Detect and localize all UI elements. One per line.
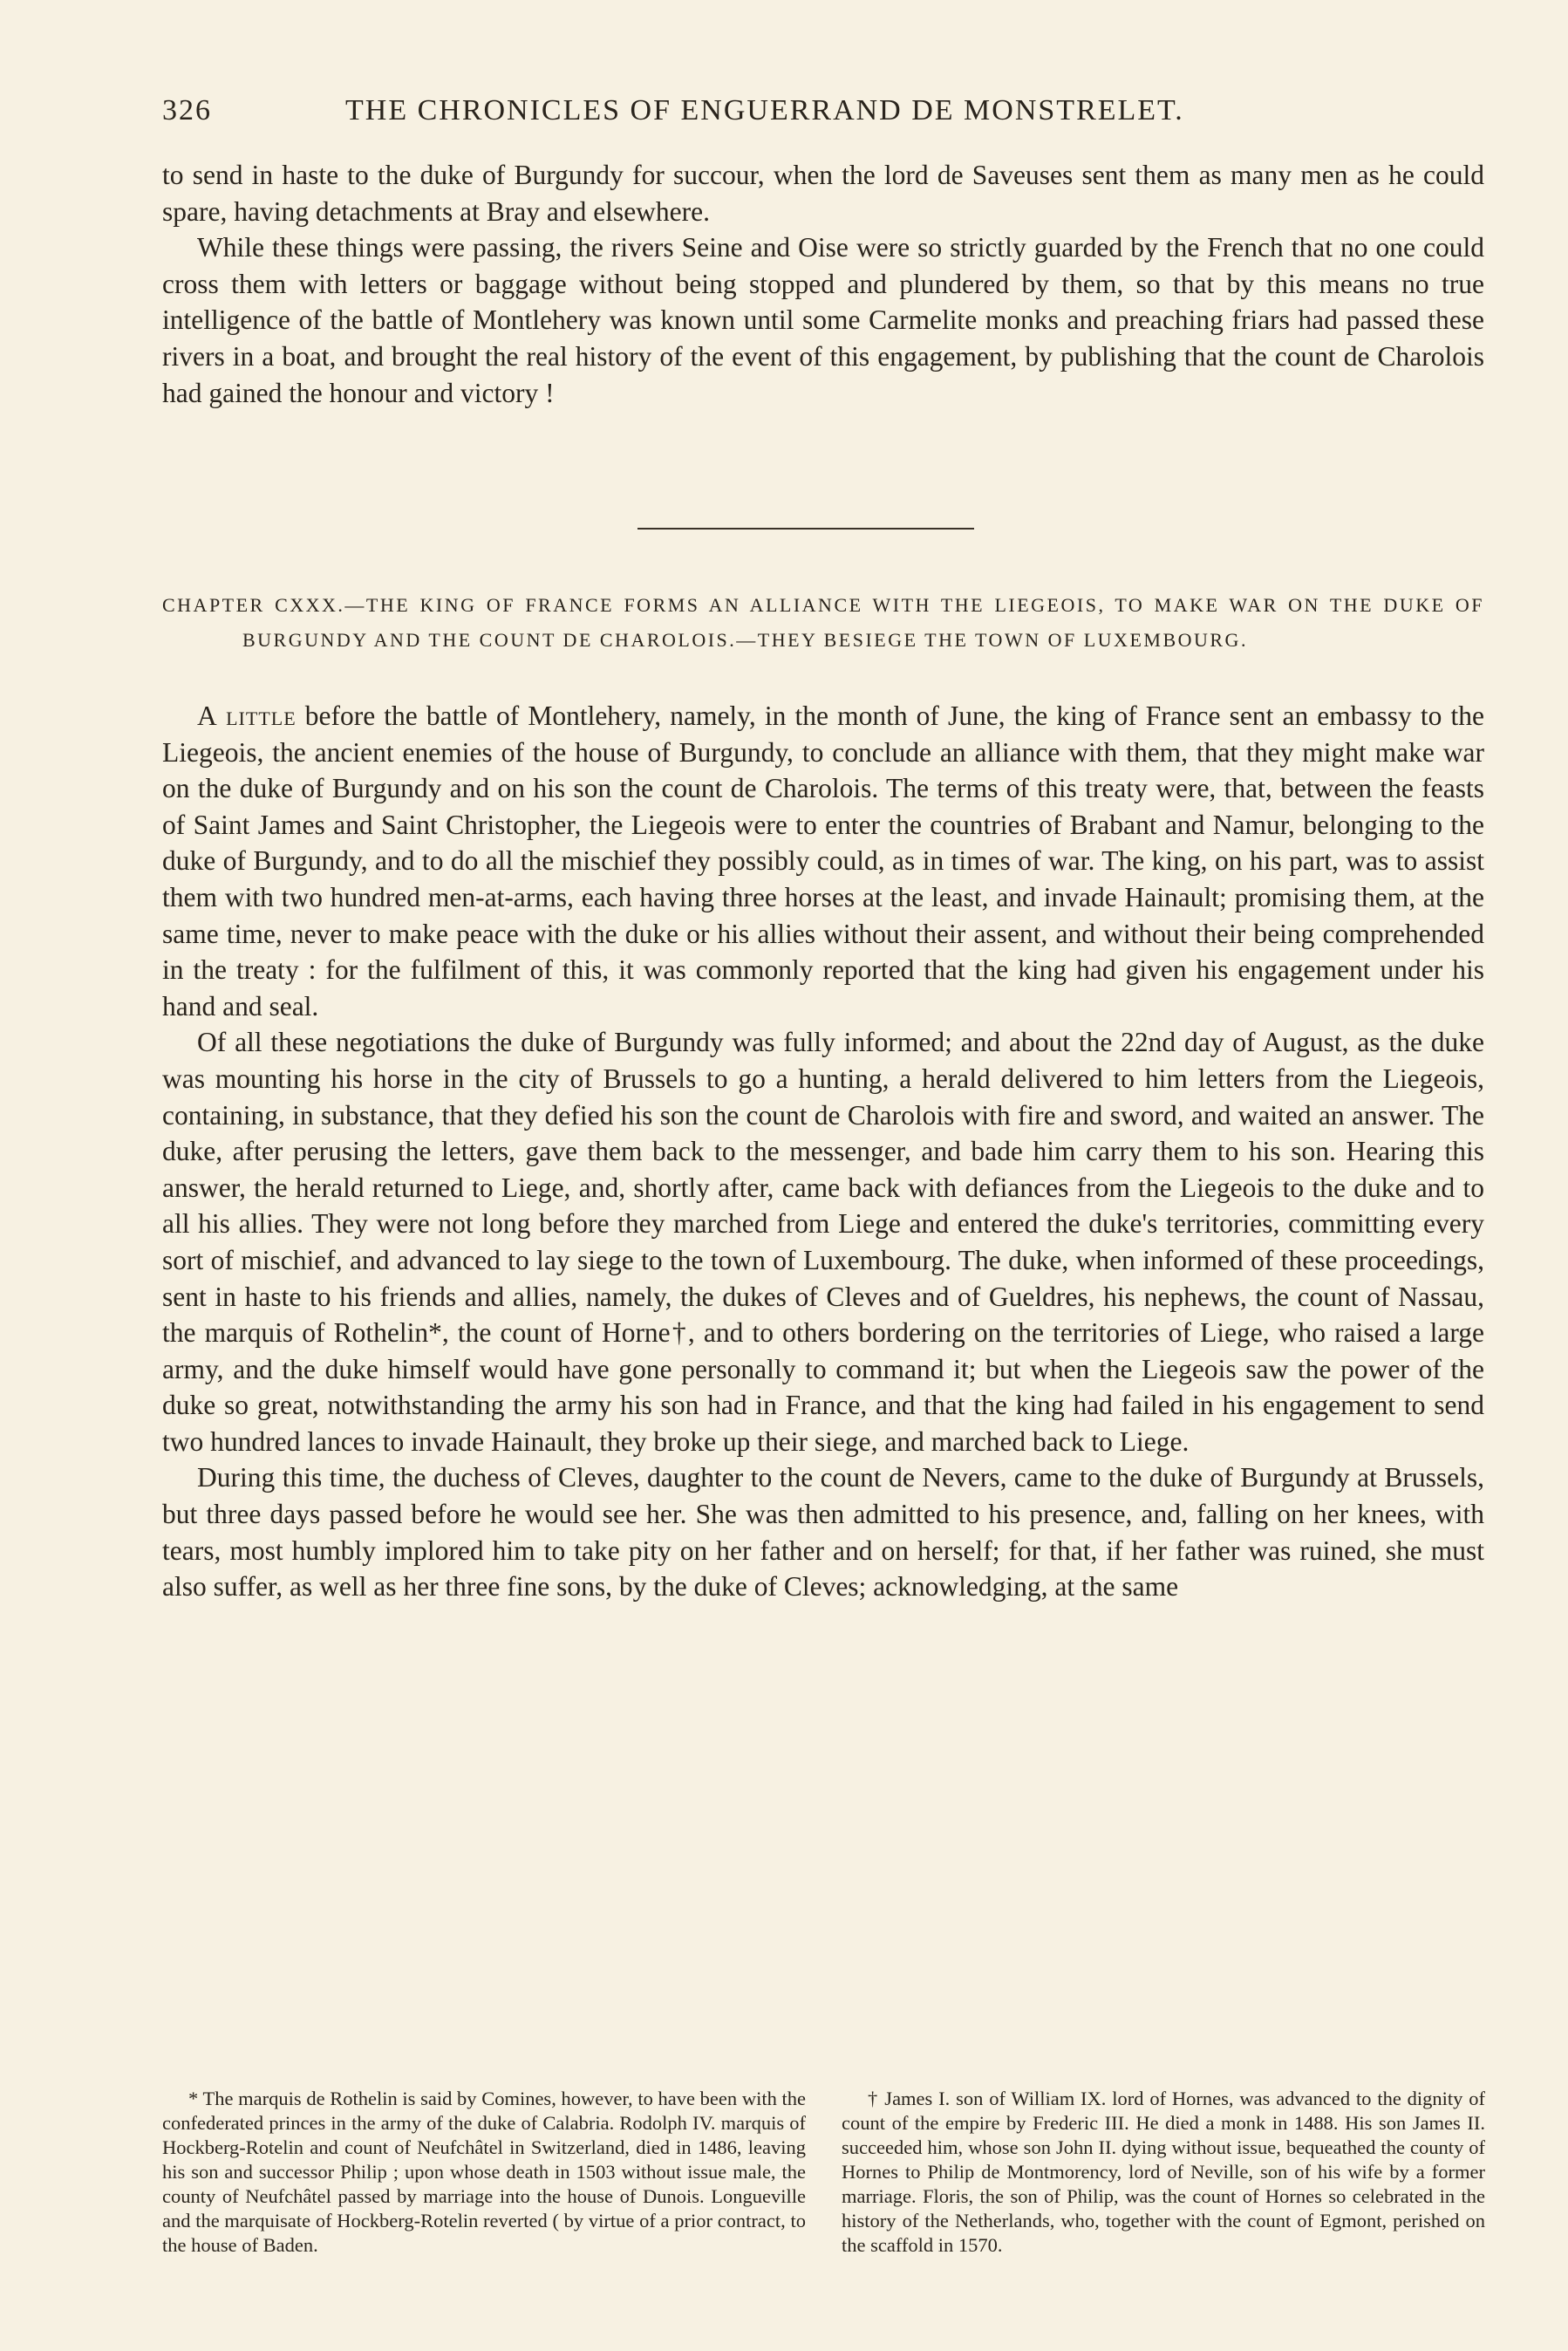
page-number: 326 bbox=[162, 94, 212, 126]
opening-words: A little bbox=[197, 701, 297, 731]
intro-paragraph: While these things were passing, the rivers Seine and Oise were so strictly guarded by the French that no one could cross them with letters or baggage without being stopped and plundered by them, so that by this means no true intelligence of the battle of Montlehery was known until some Carmelite monks and preaching friars had passed these rivers in a boat, and brought the real history of the event of this engagement, by publishing that the count de Charolois had gained the honour and victory ! bbox=[162, 232, 1484, 408]
chapter-paragraph: During this time, the duchess of Cleves, daughter to the count de Nevers, came to the duke of Burgundy at Brussels, but three days passed before he would see her. She was then admitted to his presence, and, falling on her knees, with tears, most humbly implored him to take pity on her father and on herself; for that, if her father was ruined, she must also suffer, as well as her three fine sons, by the duke of Cleves; acknowledging, at the same bbox=[162, 1462, 1484, 1603]
running-title: THE CHRONICLES OF ENGUERRAND DE MONSTRELET. bbox=[345, 94, 1184, 126]
footnote-right bbox=[842, 2087, 1485, 2258]
footnote-text: † James I. son of William IX. lord of Hornes, was advanced to the dignity of count of the empire by Frederic III. He died a monk in 1488. His son James II. succeeded him, whose son John II. dying without issue, bequeathed the county of Hornes to Philip de Montmorency, lord of Neville, son of his wife by a former marriage. Floris, the son of Philip, was the count of Hornes so celebrated in the history of the Netherlands, who, together with the count of Egmont, perished on the scaffold in 1570. bbox=[842, 2088, 1485, 2256]
intro-paragraph: to send in haste to the duke of Burgundy for succour, when the lord de Saveuses sent them as many men as he could spare, having detachments at Bray and elsewhere. bbox=[162, 160, 1484, 227]
chapter-body bbox=[162, 698, 1484, 1605]
first-paragraph-text: before the battle of Montlehery, namely, in the month of June, the king of France sent an embassy to the Liegeois, the ancient enemies of the house of Burgundy, to conclude an alliance with them, that they might make war on the duke of Burgundy and on his son the count de Charolois. The terms of this treaty were, that, between the feasts of Saint James and Saint Christopher, the Liegeois were to enter the countries of Brabant and Namur, belonging to the duke of Burgundy, and to do all the mischief they possibly could, as in times of war. The king, on his part, was to assist them with two hundred men-at-arms, each having three horses at the least, and invade Hainault; promising them, at the same time, never to make peace with the duke or his allies without their assent, and without their being comprehended in the treaty : for the fulfilment of this, it was commonly reported that the king had given his engagement under his hand and seal. bbox=[162, 701, 1484, 1022]
chapter-paragraph: Of all these negotiations the duke of Burgundy was fully informed; and about the 22nd day of August, as the duke was mounting his horse in the city of Brussels to go a hunting, a herald delivered to him letters from the Liegeois, containing, in substance, that they defied his son the count de Charolois with fire and sword, and waited an answer. The duke, after perusing the letters, gave them back to the messenger, and bade him carry them to his son. Hearing this answer, the herald returned to Liege, and, shortly after, came back with defiances from the Liegeois to the duke and to all his allies. They were not long before they marched from Liege and entered the duke's territories, committing every sort of mischief, and advanced to lay siege to the town of Luxembourg. The duke, when informed of these proceedings, sent in haste to his friends and allies, namely, the dukes of Cleves and of Gueldres, his nephews, the count of Nassau, the marquis of Rothelin*, the count of Horne†, and to others bordering on the territories of Liege, who raised a large army, and the duke himself would have gone personally to command it; but when the Liegeois saw the power of the duke so great, notwithstanding the army his son had in France, and that the king had failed in his engagement to send two hundred lances to invade Hainault, they broke up their siege, and marched back to Liege. bbox=[162, 1027, 1484, 1457]
running-head bbox=[162, 94, 1484, 138]
footnote-left bbox=[162, 2087, 806, 2258]
footnote-text: * The marquis de Rothelin is said by Comines, however, to have been with the confederated princes in the army of the duke of Calabria. Rodolph IV. marquis of Hockberg-Rotelin and count of Neufchâtel in Switzerland, died in 1486, leaving his son and successor Philip ; upon whose death in 1503 without issue male, the county of Neufchâtel passed by marriage into the house of Dunois. Longueville and the marquisate of Hockberg-Rotelin reverted ( by virtue of a prior contract, to the house of Baden. bbox=[162, 2088, 806, 2256]
intro-text bbox=[162, 157, 1484, 411]
chapter-paragraph bbox=[162, 698, 1484, 1024]
chapter-heading: CHAPTER CXXX.—THE KING OF FRANCE FORMS AN ALLIANCE WITH THE LIEGEOIS, TO MAKE WAR ON THE DUKE OF BURGUNDY AND THE COUNT DE CHAROLOIS.—THEY BESIEGE THE TOWN OF LUXEMBOURG. bbox=[162, 594, 1484, 651]
section-divider bbox=[637, 528, 974, 530]
